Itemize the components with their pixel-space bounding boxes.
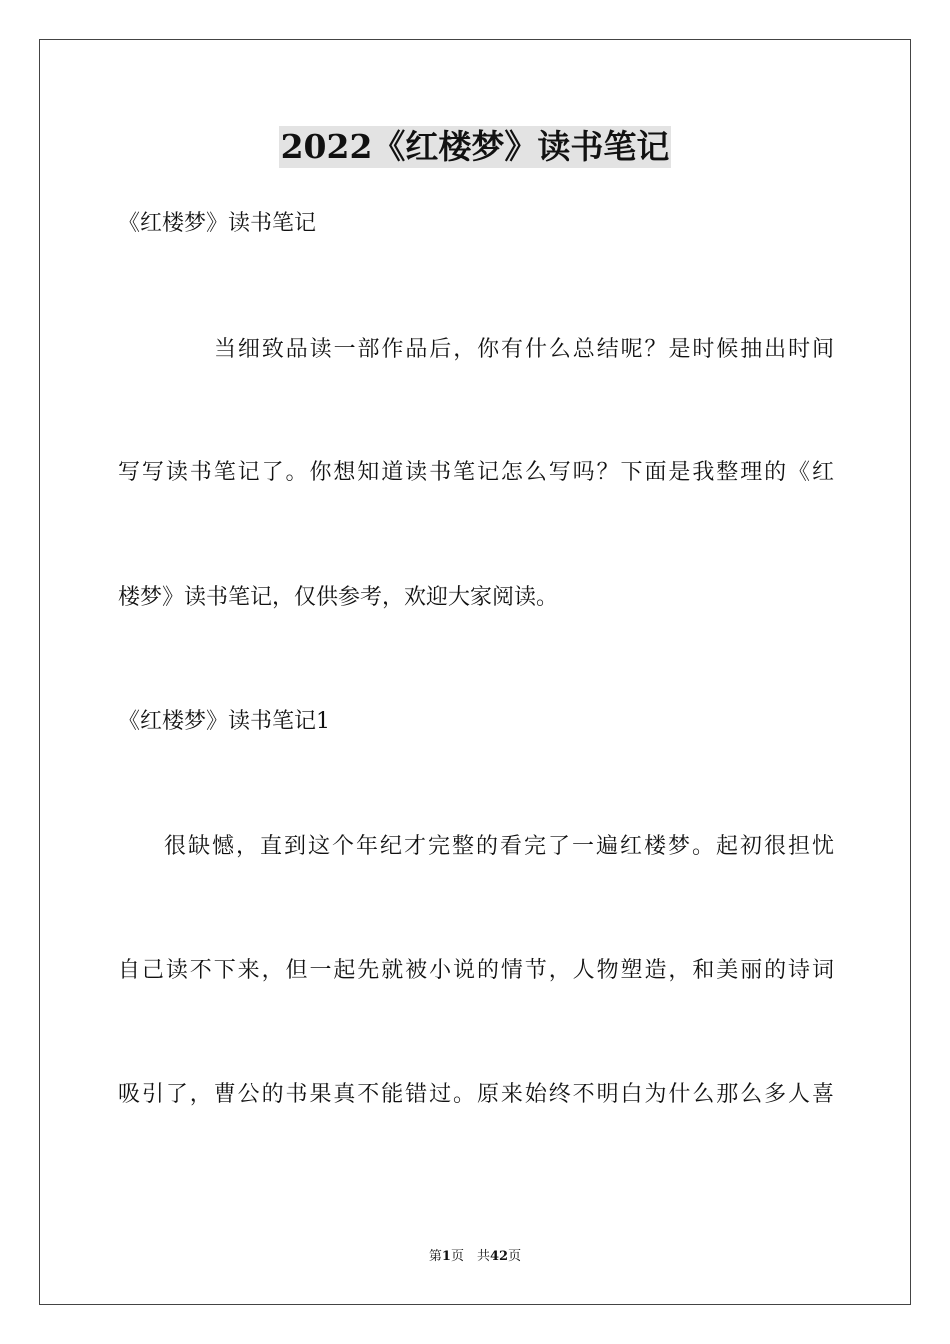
body-line-3: 吸引了，曹公的书果真不能错过。原来始终不明白为什么那么多人喜	[118, 1082, 834, 1107]
page-footer	[0, 1248, 950, 1266]
title-container	[0, 126, 950, 168]
intro-line-2: 写写读书笔记了。你想知道读书笔记怎么写吗？下面是我整理的《红	[118, 460, 834, 485]
body-line-1: 很缺憾，直到这个年纪才完整的看完了一遍红楼梦。起初很担忧	[164, 834, 834, 859]
footer-page-suffix: 页	[508, 1249, 522, 1264]
footer-page-mid: 页 共	[450, 1249, 490, 1264]
intro-line-1: 当细致品读一部作品后，你有什么总结呢？是时候抽出时间	[214, 337, 834, 362]
document-subtitle: 《红楼梦》读书笔记	[118, 211, 317, 236]
footer-page-current: 1	[441, 1249, 451, 1264]
footer-page-total: 42	[489, 1249, 509, 1264]
footer-page-prefix: 第	[428, 1249, 442, 1264]
intro-line-3: 楼梦》读书笔记，仅供参考，欢迎大家阅读。	[118, 585, 559, 610]
body-line-2: 自己读不下来，但一起先就被小说的情节，人物塑造，和美丽的诗词	[118, 958, 834, 983]
document-title: 2022《红楼梦》读书笔记	[280, 127, 670, 166]
section-heading: 《红楼梦》读书笔记1	[118, 709, 330, 734]
